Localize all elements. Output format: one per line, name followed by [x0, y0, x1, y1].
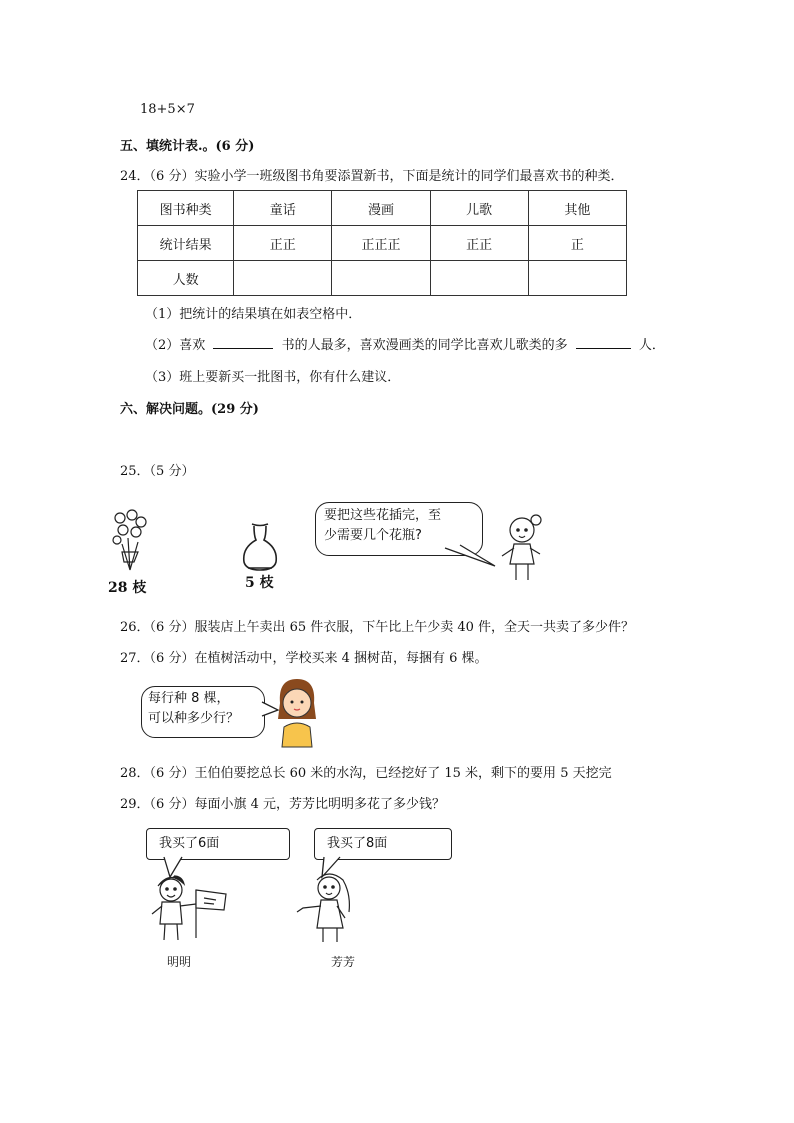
table-cell: 童话	[234, 191, 332, 226]
speech-line: 每行种 8 棵，	[148, 691, 230, 706]
tally-cell: 正正正	[332, 226, 430, 261]
section6-title: 六、解决问题。(29 分)	[120, 402, 259, 417]
speech-bubble	[141, 686, 265, 738]
q24-sub2-part-c: 人．	[638, 338, 665, 353]
table-row-count	[138, 261, 627, 296]
speech-line: 要把这些花插完，至	[324, 508, 442, 523]
boy-with-flag-icon	[148, 872, 233, 944]
q29-stem: 29．（6 分）每面小旗 4 元，芳芳比明明多花了多少钱？	[120, 797, 445, 812]
flower-bouquet-icon	[108, 508, 153, 578]
answer-blank[interactable]	[576, 336, 631, 349]
tally-cell: 正	[528, 226, 626, 261]
boy-speech-text: 我买了6面	[159, 836, 220, 851]
girl-speech-bubble	[314, 828, 452, 860]
expression-18-plus-5x7: 18+5×7	[140, 102, 195, 117]
speech-line: 少需要几个花瓶?	[324, 528, 422, 543]
q24-sub1: （1）把统计的结果填在如表空格中．	[145, 307, 362, 322]
vase-icon	[240, 522, 280, 572]
q24-sub2-part-b: 书的人最多，喜欢漫画类的同学比喜欢儿歌类的多	[281, 338, 568, 353]
girl-name-label: 芳芳	[331, 955, 356, 969]
flowers-count-label: 28 枝	[108, 580, 147, 596]
table-cell: 统计结果	[138, 226, 234, 261]
girl-speech-text: 我买了8面	[327, 836, 388, 851]
table-cell: 儿歌	[430, 191, 528, 226]
section5-title: 五、填统计表.。(6 分)	[120, 139, 255, 154]
q26-stem: 26．（6 分）服装店上午卖出 65 件衣服，下午比上午少卖 40 件，全天一共卖了多少件？	[120, 620, 635, 635]
boy-name-label: 明明	[167, 955, 192, 969]
table-cell: 漫画	[332, 191, 430, 226]
q27-stem: 27．（6 分）在植树活动中，学校买来 4 捆树苗，每捆有 6 棵。	[120, 651, 488, 666]
answer-cell[interactable]	[332, 261, 430, 296]
tally-cell: 正正	[430, 226, 528, 261]
q25-stem: 25．（5 分）	[120, 464, 195, 479]
q24-stem: 24．（6 分）实验小学一班级图书角要添置新书，下面是统计的同学们最喜欢书的种类．	[120, 169, 624, 184]
q28-stem: 28．（6 分）王伯伯要挖总长 60 米的水沟，已经挖好了 15 米，剩下的要用 5 天挖完	[120, 766, 612, 781]
table-cell: 其他	[528, 191, 626, 226]
q24-sub2	[145, 334, 665, 353]
statistics-table	[137, 190, 627, 296]
girl-portrait-icon	[272, 675, 322, 747]
q24-sub3: （3）班上要新买一批图书，你有什么建议．	[145, 370, 401, 385]
answer-blank[interactable]	[213, 336, 273, 349]
answer-cell[interactable]	[430, 261, 528, 296]
tally-cell: 正正	[234, 226, 332, 261]
table-row-tally	[138, 226, 627, 261]
table-row-header	[138, 191, 627, 226]
q24-sub2-part-a: （2）喜欢	[145, 338, 206, 353]
speech-tail	[440, 540, 500, 570]
girl-icon	[498, 512, 548, 587]
table-cell: 人数	[138, 261, 234, 296]
girl-talking-icon	[293, 870, 363, 945]
vase-capacity-label: 5 枝	[245, 575, 274, 591]
speech-line: 可以种多少行？	[148, 711, 240, 726]
answer-cell[interactable]	[528, 261, 626, 296]
boy-speech-bubble	[146, 828, 290, 860]
answer-cell[interactable]	[234, 261, 332, 296]
table-cell: 图书种类	[138, 191, 234, 226]
